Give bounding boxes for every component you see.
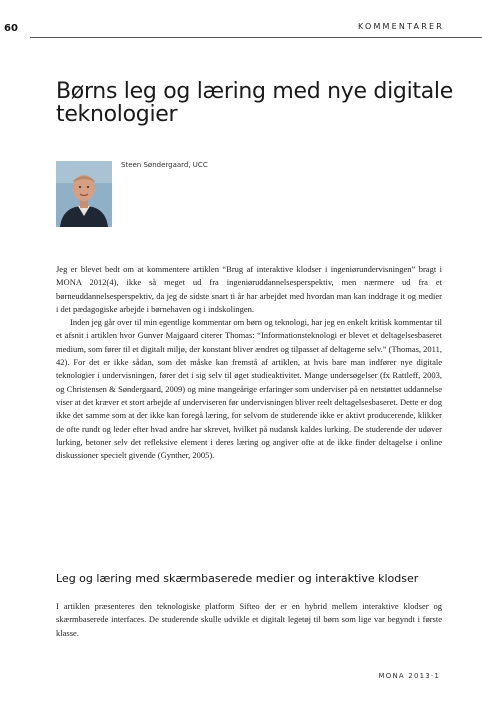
section-paragraph: I artiklen præsenteres den teknologiske platform Sifteo der er en hybrid mellem interaktive klodser og skærmbaserede interfaces. De studerende skulle udvikle et digitalt legetøj til børn som lige var begyndt i første klasse. bbox=[56, 601, 442, 638]
section-label: KOMMENTARER bbox=[357, 22, 444, 31]
section-body bbox=[56, 600, 442, 640]
page-number: 60 bbox=[0, 20, 34, 38]
body-paragraph-1: Jeg er blevet bedt om at kommentere artiklen “Brug af interaktive klodser i ingeniørundervisningen” bragt i MONA 2012(4), ikke så meget ud fra ingeniøruddannelsesperspektiv, men nærmere ud fra et børneuddannelsesperspektiv, da jeg de sidste snart ti år har arbejdet med hvordan man kan inddrage it og medier i det pædagogiske arbejde i børnehaven og i indskolingen. bbox=[56, 264, 442, 314]
section-heading: Leg og læring med skærmbaserede medier og interaktive klodser bbox=[56, 572, 419, 585]
header-rule bbox=[30, 37, 482, 38]
author-photo bbox=[56, 161, 112, 227]
article-title: Børns leg og læring med nye digitale teknologier bbox=[56, 79, 453, 127]
author-name: Steen Søndergaard, UCC bbox=[121, 161, 208, 169]
issue-footer: MONA 2013·1 bbox=[378, 672, 440, 680]
author-portrait-icon bbox=[56, 161, 112, 227]
body-paragraph-2: Inden jeg går over til min egentlige kommentar om børn og teknologi, har jeg en enkelt kritisk kommentar til et afsnit i artiklen hvor Gunver Majgaard citerer Thomas: “Informationsteknologi er blevet et deltagelsesbaseret medium, som fører til et digitalt miljø, der konstant bliver ændret og tilpasset af deltagerne selv.” (Thomas, 2011, 42). For det er ikke sådan, som det måske kan fremstå af artiklen, at hvis bare man indfører nye digitale teknologier i undervisningen, fører det i sig selv til øget studieaktivitet. Mange undersøgelser (fx Rattleff, 2003, og Christensen & Søndergaard, 2009) og mine mangeårige erfaringer som underviser på en netstøttet uddannelse viser at det kræver et stort arbejde af underviseren før undervisningen bliver reelt deltagelsesbaseret. Dette er dog ikke det samme som at der ikke kan foregå læring, for selvom de studerende ikke er aktivt producerende, klikker de ofte rundt og leder efter hvad andre har skrevet, hvilket på nudansk kaldes lurking. De studerende der udøver lurking, betoner selv det refleksive element i deres læring og angiver ofte at de ikke finder deltagelse i online diskussioner specielt givende (Gynther, 2005). bbox=[56, 317, 442, 461]
article-body bbox=[56, 263, 442, 462]
